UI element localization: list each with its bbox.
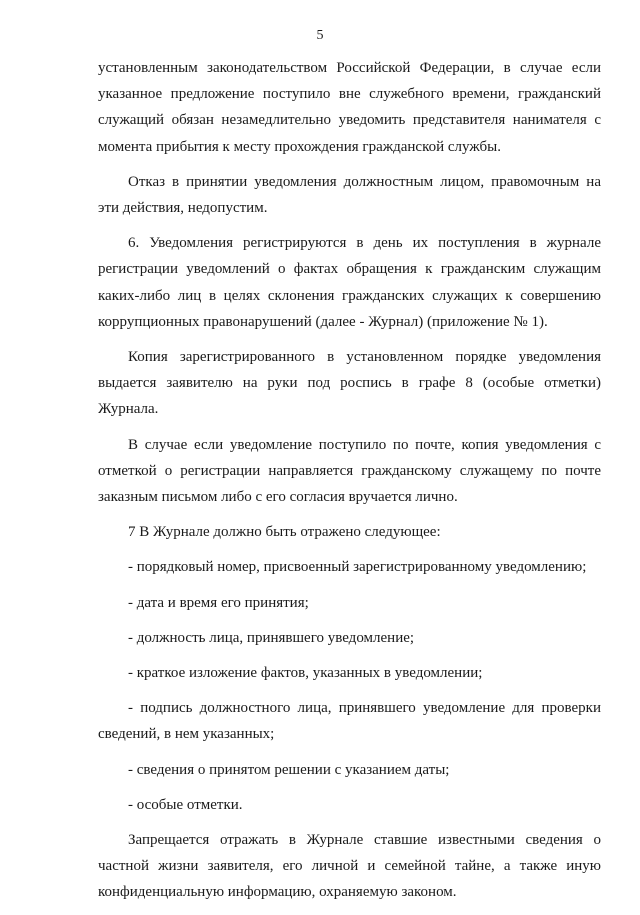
list-item: - сведения о принятом решении с указанием даты; [128,761,450,778]
list-item: - порядковый номер, присвоенный зарегистрированному уведомлению; [128,559,587,576]
list-item: - дата и время его принятия; [128,594,309,611]
paragraph-refusal: Отказ в принятии уведомления должностным лицом, правомочным на эти действия, недопустим. [98,173,601,217]
page-number: 5 [316,28,324,43]
paragraph-continuation: установленным законодательством Российской Федерации, в случае если указанное предложение поступило вне служебного времени, гражданский служащий обязан незамедлительно уведомить представителя нанимателя с момента прибытия к месту прохождения гражданской службы. [98,60,601,155]
list-item: - должность лица, принявшего уведомление; [128,629,415,646]
paragraph-registration: 6. Уведомления регистрируются в день их поступления в журнале регистрации уведомлений о фактах обращения к гражданским служащим каких-либо лиц в целях склонения гражданских служащих к совершению коррупционных правонарушений (далее - Журнал) (приложение № 1). [98,235,601,330]
paragraph-confidentiality: Запрещается отражать в Журнале ставшие известными сведения о частной жизни заявителя, его личной и семейной тайне, а также иную конфиденциальную информацию, охраняемую законом. [98,832,601,901]
list-item: - особые отметки. [128,796,243,813]
paragraph-journal-contents: 7 В Журнале должно быть отражено следующее: [128,524,441,541]
paragraph-copy-issued: Копия зарегистрированного в установленном порядке уведомления выдается заявителю на руки под роспись в графе 8 (особые отметки) Журнала. [98,349,601,418]
paragraph-mail: В случае если уведомление поступило по почте, копия уведомления с отметкой о регистрации направляется гражданскому служащему по почте заказным письмом либо с его согласия вручается лично. [98,436,601,506]
list-item: - подпись должностного лица, принявшего уведомление для проверки сведений, в нем указанных; [98,700,601,743]
list-item: - краткое изложение фактов, указанных в уведомлении; [128,665,483,682]
document-body [98,55,601,915]
